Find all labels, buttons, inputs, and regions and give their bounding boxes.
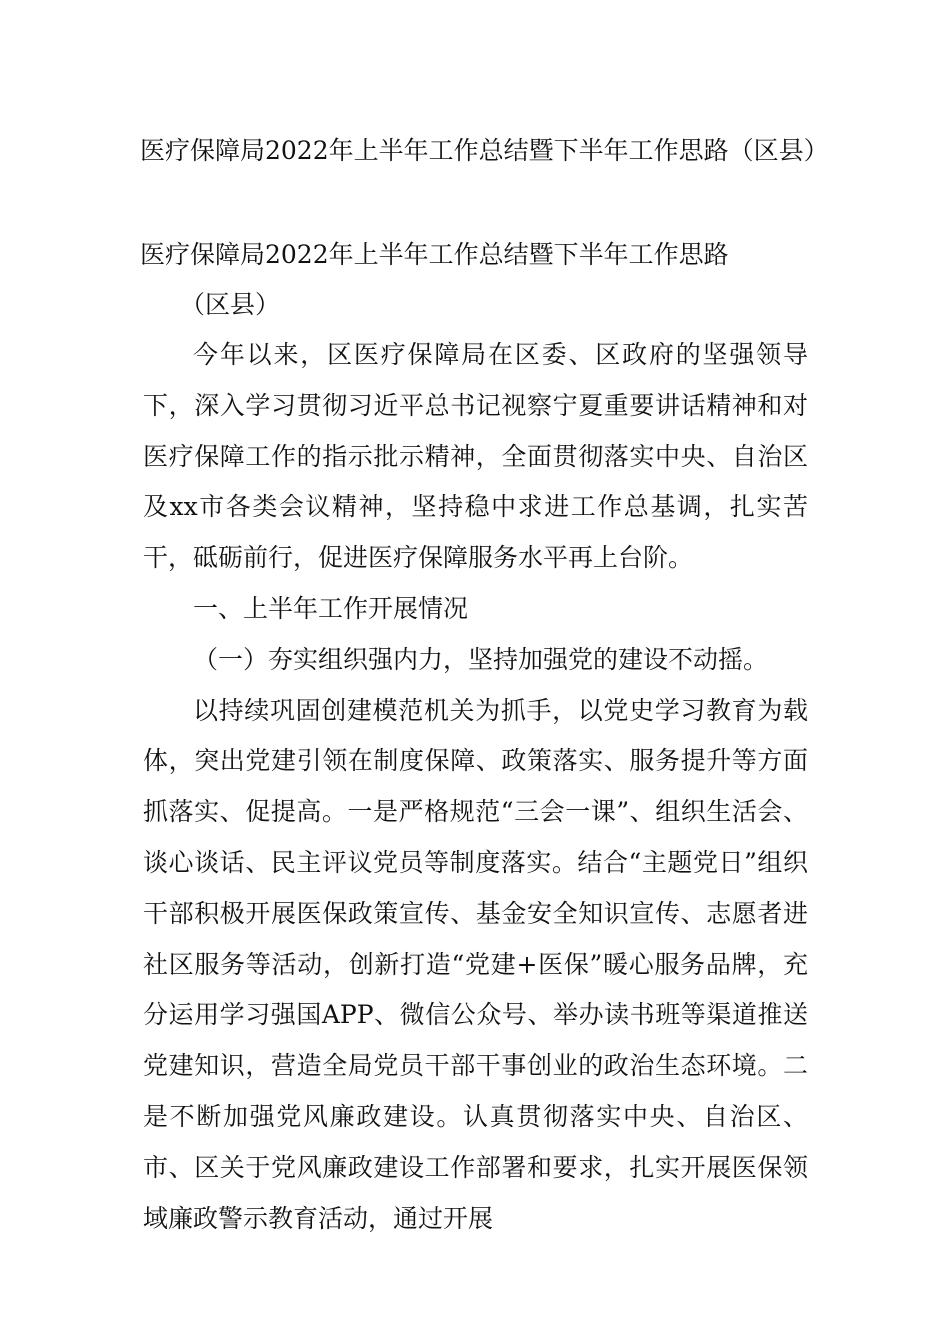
body-paragraph: 以持续巩固创建模范机关为抓手，以党史学习教育为载体，突出党建引领在制度保障、政策落实、服务提升等方面抓落实、促提高。一是严格规范“三会一课”、组织生活会、谈心谈话、民主评议党员等制度落实。结合“主题党日”组织干部积极开展医保政策宣传、基金安全知识宣传、志愿者进社区服务等活动，创新打造“党建+医保”暖心服务品牌，充分运用学习强国APP、微信公众号、举办读书班等渠道推送党建知识，营造全局党员干部干事创业的政治生态环境。二是不断加强党风廉政建设。认真贯彻落实中央、自治区、市、区关于党风廉政建设工作部署和要求，扎实开展医保领域廉政警示教育活动，通过开展 — [143, 695, 808, 1233]
document-subtitle: 医疗保障局2022年上半年工作总结暨下半年工作思路 — [140, 240, 729, 269]
document-body — [143, 330, 808, 1244]
document-subtitle-suffix: （区县） — [180, 290, 281, 319]
document-title: 医疗保障局2022年上半年工作总结暨下半年工作思路（区县） — [140, 136, 829, 165]
section-heading: 一、上半年工作开展情况 — [193, 593, 469, 623]
subsection-heading: （一）夯实组织强内力，坚持加强党的建设不动摇。 — [193, 644, 769, 674]
intro-paragraph: 今年以来，区医疗保障局在区委、区政府的坚强领导下，深入学习贯彻习近平总书记视察宁夏重要讲话精神和对医疗保障工作的指示批示精神，全面贯彻落实中央、自治区及xx市各类会议精神，坚持稳中求进工作总基调，扎实苦干，砥砺前行，促进医疗保障服务水平再上台阶。 — [143, 340, 808, 573]
